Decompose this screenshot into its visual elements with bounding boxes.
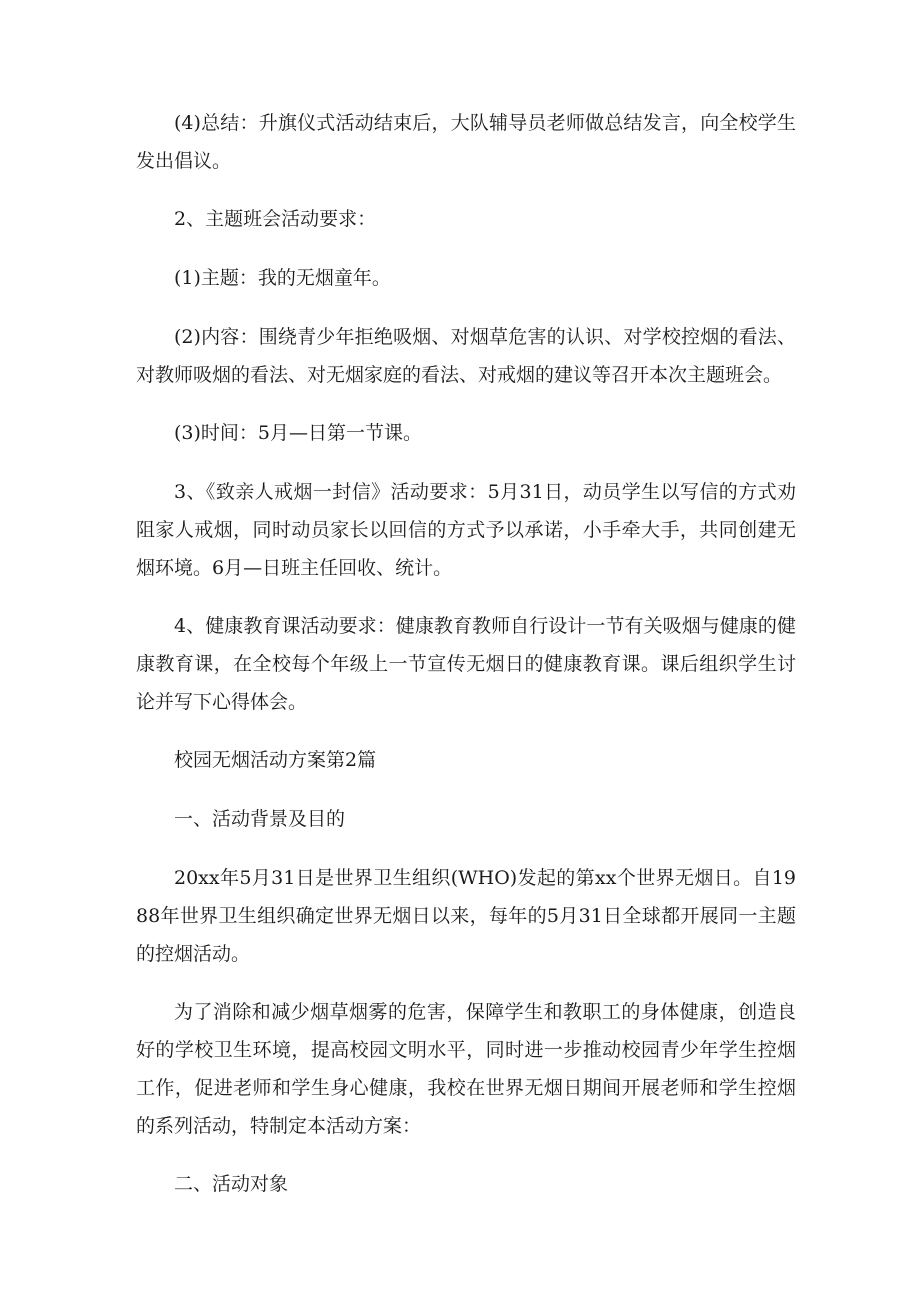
paragraph-theme: (1)主题：我的无烟童年。 [174,267,391,289]
paragraph-letter-activity: 3、《致亲人戒烟一封信》活动要求：5月31日，动员学生以写信的方式劝阻家人戒烟，同时动员家长以回信的方式予以承诺，小手牵大手，共同创建无烟环境。6月—日班主任回收、统计。 [136,481,796,579]
paragraph-health-class: 4、健康教育课活动要求：健康教育教师自行设计一节有关吸烟与健康的健康教育课，在全校每个年级上一节宣传无烟日的健康教育课。课后组织学生讨论并写下心得体会。 [136,615,796,713]
document-body [136,104,796,1224]
heading-background: 一、活动背景及目的 [174,808,346,830]
paragraph-content: (2)内容：围绕青少年拒绝吸烟、对烟草危害的认识、对学校控烟的看法、对教师吸烟的看法、对无烟家庭的看法、对戒烟的建议等召开本次主题班会。 [136,326,796,386]
paragraph-class-meeting-heading: 2、主题班会活动要求： [174,208,377,230]
paragraph-background: 20xx年5月31日是世界卫生组织(WHO)发起的第xx个世界无烟日。自1988年世界卫生组织确定世界无烟日以来，每年的5月31日全球都开展同一主题的控烟活动。 [136,867,796,965]
section-title-plan-2: 校园无烟活动方案第2篇 [174,749,377,771]
paragraph-time: (3)时间：5月—日第一节课。 [174,422,423,444]
heading-target: 二、活动对象 [174,1173,289,1195]
paragraph-purpose: 为了消除和减少烟草烟雾的危害，保障学生和教职工的身体健康，创造良好的学校卫生环境，提高校园文明水平，同时进一步推动校园青少年学生控烟工作，促进老师和学生身心健康，我校在世界无烟日期间开展老师和学生控烟的系列活动，特制定本活动方案： [136,1001,796,1137]
paragraph-summary: (4)总结：升旗仪式活动结束后，大队辅导员老师做总结发言，向全校学生发出倡议。 [136,112,796,172]
